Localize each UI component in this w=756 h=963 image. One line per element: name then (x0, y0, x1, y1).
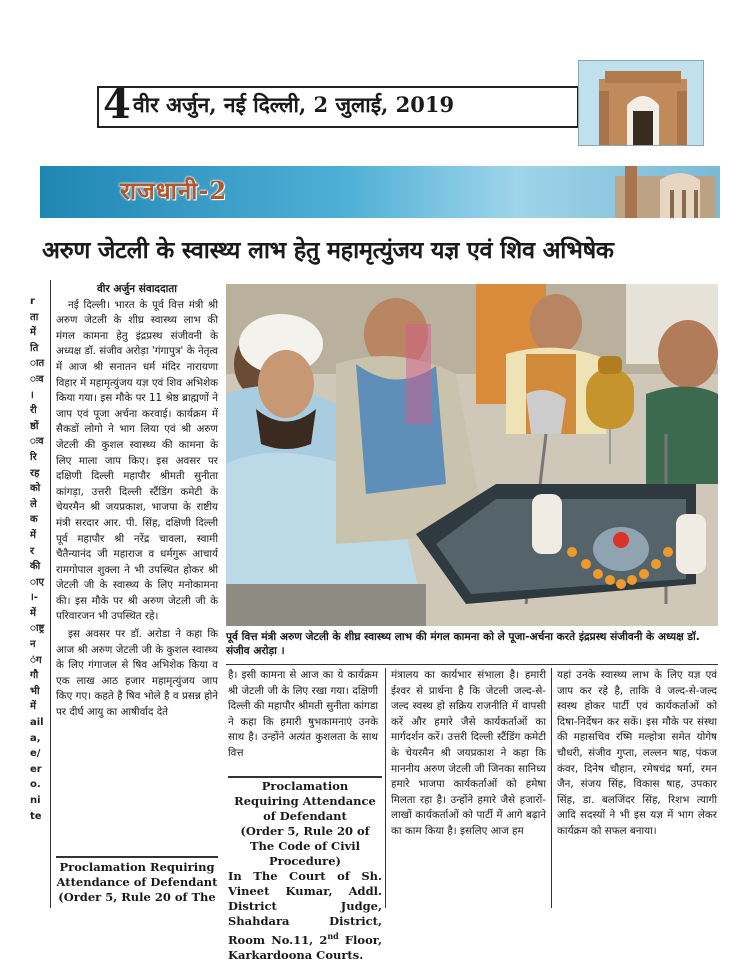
column-divider (385, 668, 386, 908)
article-paragraph: है। इसी कामना से आज का ये कार्यक्रम श्री जेटली जी के लिए रखा गया। दक्षिणी दिल्ली की महापौर श्रीमती सुनीता कांगडा ने कहा कि हमारी षुभकामनाएं उनके साथ है। उन्होंने अत्यंत कुशलता के साथ वित्त (228, 669, 378, 759)
section-title: राजधानी-2 (120, 176, 228, 205)
article-column-4 (557, 668, 717, 840)
legal-notice-rule: (Order 5, Rule 20 of The Code of Civil Procedure) (240, 824, 370, 868)
legal-notice-rule: (Order 5, Rule 20 of The (58, 890, 216, 904)
legal-notice-title: Proclamation Requiring Attendance of Defendant (56, 860, 218, 889)
article-column-2 (228, 668, 378, 762)
page-number: 4 (103, 81, 131, 128)
article-paragraph: नई दिल्ली। भारत के पूर्व वित्त मंत्री श्री अरुण जेटली के शीघ्र स्वास्थ्य लाभ की मंगल कामना हेतु इंद्रप्रस्थ संजीवनी के अध्यक्ष डॉ. संजीव अरोड़ा 'गंगापुत्र' के नेतृत्व में आज श्री सनातन धर्म मंदिर नारायणा विहार में महामृत्युंजय यज्ञ एवं शिव अभिशेक किया गया। इस मौके पर 11 श्रेष्ठ ब्राह्मणों ने जाप एवं पूजा अर्चना करवाई। कार्यक्रम में सैकडों लोगो ने भाग लिया एवं श्री अरुण जेटली की कुशल स्वास्थ्य की कामना के लिए माला जाप किए। इस अवसर पर दक्षिणी दिल्ली महापौर श्रीमती सुनीता कांगड़ा, उत्तरी दिल्ली स्टैंडिंग कमेटी के चेयरमैन श्री जयप्रकाश, भाजपा के राष्टीय मंत्री सरदार आर. पी. सिंह, दक्षिणी दिल्ली पूर्व महापौर श्री नरेंद्र चावला, स्वामी चैतैन्यानंद जी महाराज व धर्मगुरू आचार्य रामगोपाल शुक्ला ने भी उपस्थित होकर श्री जेटली जी के स्वास्थ्य के लिए मनोकामना की। इस मौके पर श्री अरुण जेटली जी के परिवारजन भी उपस्थित रहे। (56, 298, 218, 623)
article-paragraph: यहां उनके स्वास्थ्य लाभ के लिए यज्ञ एवं जाप कर रहे है, ताकि वे जल्द-से-जल्द स्वस्थ होकर पार्टी एवं कार्यकर्ताओं को दिषा-निर्देषन कर सकें। इस मौके पर संस्था की महासचिव रष्मि मल्होत्रा समेत योगेष चौधरी, संजीव गुप्ता, लल्लन षाह, पंकज कंवर, दिनेष चौहान, रमेषचंद्र षर्मा, रमन जैन, संजय सिंह, विकास षाह, उपकार सिंह, डा. बलजिंदर सिंह, रिशभ त्यागी आदि सदस्यों ने भी इस यज्ञ में भाग लेकर कार्यक्रम को सफल बनाया। (557, 669, 717, 837)
article-column-1 (56, 282, 218, 721)
paper-name-date: वीर अर्जुन, नई दिल्ली, 2 जुलाई, 2019 (133, 92, 455, 117)
legal-notice (228, 779, 382, 963)
masthead-monument-image (578, 60, 704, 146)
article-paragraph: मंत्रालय का कार्यभार संभाला है। हमारी ईश्वर से प्रार्थना है कि जेटली जल्द-से-जल्द स्वस्थ हो सक्रिय राजनीति में वापसी करें और हमारे जैसे कार्यकर्ताओं का मार्गदर्शन करें। उत्तरी दिल्ली स्टैंडिंग कमेटी के चेयरमैन श्री जयप्रकाश ने कहा कि माननीय अरुण जेटली जी जिनका सानिध्य हमारे भाजपा कार्यकर्ताओं को हमेषा मिलता रहा है। उन्होंने हमारे जैसे हजारों-लाखों कार्यकर्ताओं को पार्टी में आगे बढ़ाने का काम किया है। इसलिए आज हम (391, 669, 546, 837)
legal-notice-bottom (56, 860, 218, 905)
news-photo-puja (226, 284, 718, 626)
column-divider (50, 280, 51, 908)
headline: अरुण जेटली के स्वास्थ्य लाभ हेतु महामृत्युंजय यज्ञ एवं शिव अभिषेक (42, 236, 614, 264)
legal-notice-title: Proclamation Requiring Attendance of Defendant (234, 779, 376, 823)
article-paragraph: इस अवसर पर डॉ. अरोडा ने कहा कि आज श्री अरुण जेटली जी के कुशल स्वास्थ्य के लिए गंगाजल से षिव अभिशेक किया व एक लाख आठ हजार महामृत्युंजय जाप किए गए। कहते है षिव भोले है व प्रसन्न होने पर दीर्घ आयु का आषीर्वाद देते (56, 628, 218, 719)
caption-rule (226, 664, 718, 665)
byline: वीर अर्जुन संवाददाता (96, 283, 178, 295)
notice-rule (228, 776, 382, 778)
photo-caption: पूर्व वित्त मंत्री अरुण जेटली के शीघ्र स्वास्थ्य लाभ की मंगल कामना को ले पूजा-अर्चना करते इंद्रप्रस्थ संजीवनी के अध्यक्ष डॉ. संजीव अरोड़ा । (226, 631, 700, 657)
column-divider (551, 668, 552, 908)
legal-notice-court: In The Court of Sh. Vineet Kumar, Addl. District Judge, Shahdara District, Room No.11, 2nd Floor, Karkardoona Courts. (228, 869, 382, 962)
article-column-3 (391, 668, 546, 840)
notice-rule (56, 856, 218, 858)
adjacent-article-edge: r ता में ति ात ःव । री ष्ठों ःव रि रह को ले क में र की ाए ।- में ाष्ट्र न ंग गौ भी में ail a, e/ er o. ni te (30, 296, 45, 822)
